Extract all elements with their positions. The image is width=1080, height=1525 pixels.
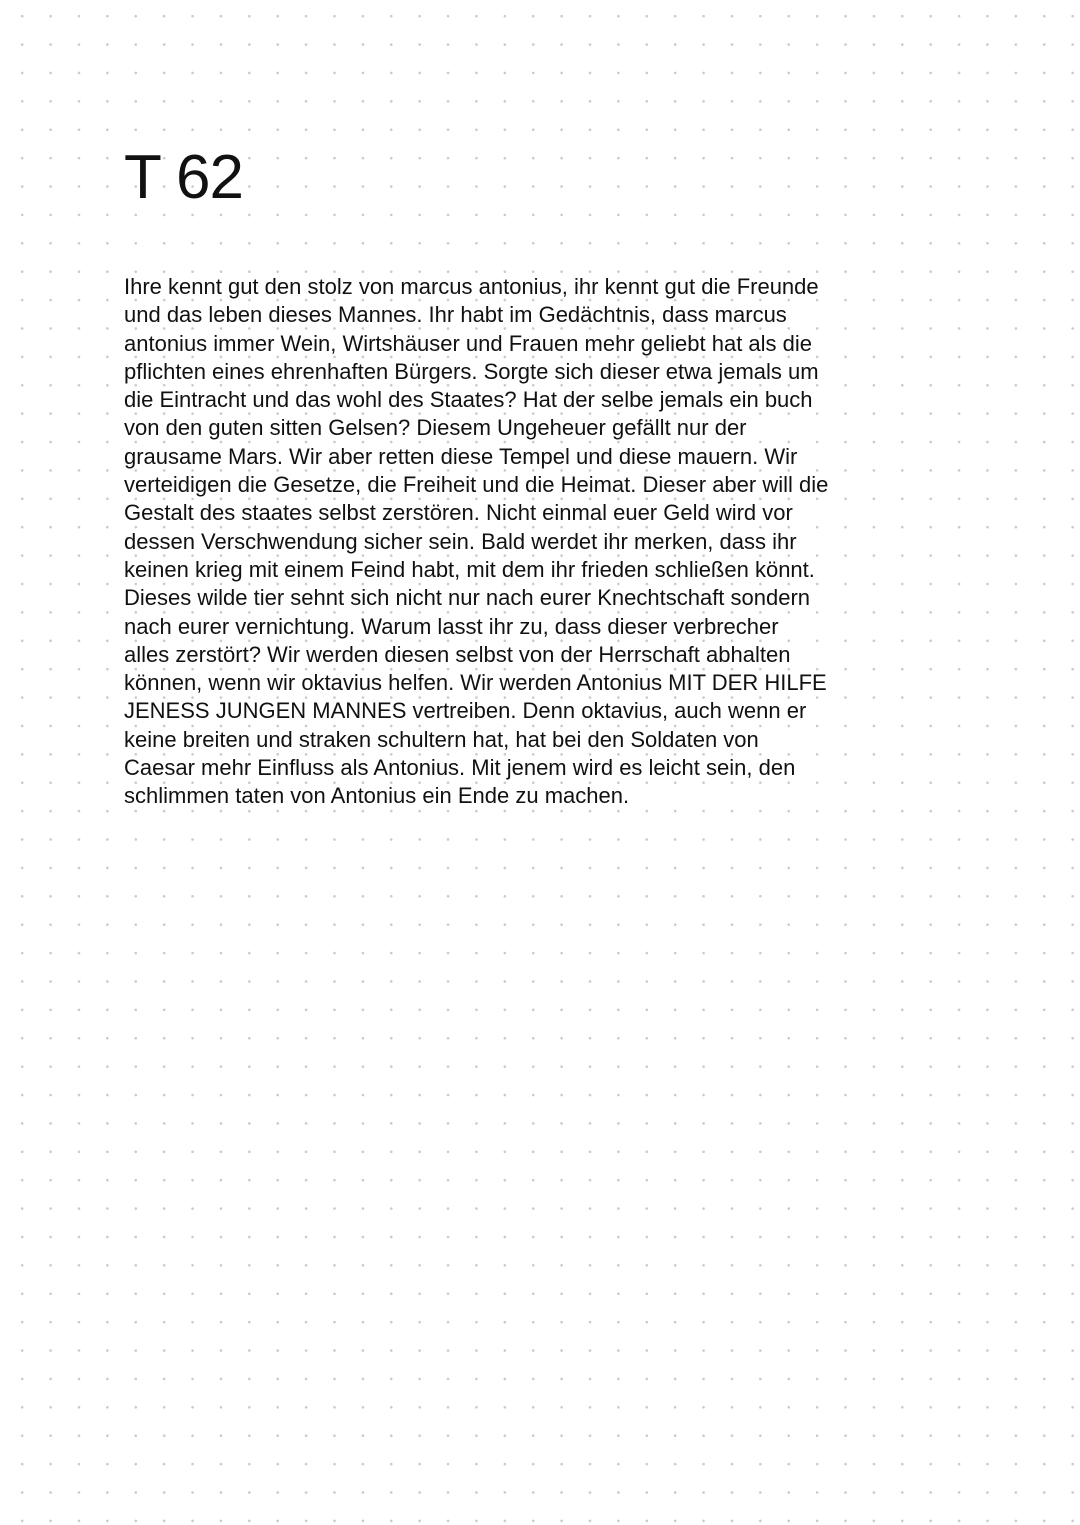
text-line: schlimmen taten von Antonius ein Ende zu machen. <box>124 783 630 809</box>
text-line: von den guten sitten Gelsen? Diesem Ungeheuer gefällt nur der <box>124 415 747 441</box>
text-line: antonius immer Wein, Wirtshäuser und Frauen mehr geliebt hat als die <box>124 330 813 356</box>
text-line: grausame Mars. Wir aber retten diese Tempel und diese mauern. Wir <box>124 443 798 469</box>
body-paragraph <box>124 273 924 811</box>
text-line: keine breiten und straken schultern hat, hat bei den Soldaten von <box>124 726 759 752</box>
text-line: können, wenn wir oktavius helfen. Wir werden Antonius MIT DER HILFE <box>124 670 827 696</box>
text-line: die Eintracht und das wohl des Staates? Hat der selbe jemals ein buch <box>124 387 813 413</box>
text-line: Caesar mehr Einfluss als Antonius. Mit jenem wird es leicht sein, den <box>124 755 796 781</box>
text-line: dessen Verschwendung sicher sein. Bald werdet ihr merken, dass ihr <box>124 528 797 554</box>
text-line: pflichten eines ehrenhaften Bürgers. Sorgte sich dieser etwa jemals um <box>124 358 819 384</box>
text-line: Gestalt des staates selbst zerstören. Nicht einmal euer Geld wird vor <box>124 500 793 526</box>
text-line: alles zerstört? Wir werden diesen selbst von der Herrschaft abhalten <box>124 641 791 667</box>
text-line: keinen krieg mit einem Feind habt, mit dem ihr frieden schließen könnt. <box>124 556 815 582</box>
text-line: JENESS JUNGEN MANNES vertreiben. Denn oktavius, auch wenn er <box>124 698 807 724</box>
page-title: T 62 <box>124 143 243 212</box>
text-line: und das leben dieses Mannes. Ihr habt im Gedächtnis, dass marcus <box>124 302 787 328</box>
text-line: verteidigen die Gesetze, die Freiheit und die Heimat. Dieser aber will die <box>124 472 829 498</box>
text-line: nach eurer vernichtung. Warum lasst ihr zu, dass dieser verbrecher <box>124 613 779 639</box>
text-line: Dieses wilde tier sehnt sich nicht nur nach eurer Knechtschaft sondern <box>124 585 811 611</box>
text-line: Ihre kennt gut den stolz von marcus antonius, ihr kennt gut die Freunde <box>124 274 819 299</box>
